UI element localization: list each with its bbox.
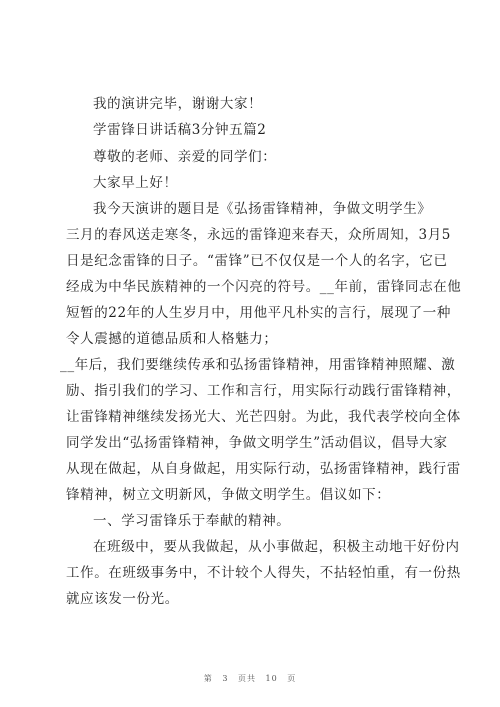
text-line: 三月的春风送走寒冬，永远的雷锋迎来春天，众所周知，3月5 xyxy=(66,227,451,243)
page-label-suffix: 页 xyxy=(287,674,297,683)
page-footer xyxy=(0,673,500,684)
page-label-of: 页共 xyxy=(237,674,256,683)
text-line: 让雷锋精神继续发扬光大、光芒四射。为此，我代表学校向全体 xyxy=(66,409,461,425)
section-heading: 一、学习雷锋乐于奉献的精神。 xyxy=(93,513,291,529)
text-line: 从现在做起，从自身做起，用实际行动，弘扬雷锋精神，践行雷 xyxy=(66,461,461,477)
text-line: 在班级中，要从我做起，从小事做起，积极主动地干好份内 xyxy=(93,539,460,555)
salutation-line: 尊敬的老师、亲爱的同学们： xyxy=(93,149,277,165)
text-line: 短暂的22年的人生岁月中，用他平凡朴实的言行，展现了一种 xyxy=(66,305,451,321)
greeting-line: 大家早上好！ xyxy=(93,175,178,191)
text-line: 我今天演讲的题目是《弘扬雷锋精神，争做文明学生》 xyxy=(93,201,432,217)
text-line: 我的演讲完毕，谢谢大家！ xyxy=(93,96,263,112)
text-line: 日是纪念雷锋的日子。“雷锋”已不仅仅是一个人的名字，它已 xyxy=(66,253,448,269)
text-line: 令人震撼的道德品质和人格魅力； xyxy=(66,331,278,347)
heading-line: 学雷锋日讲话稿3分钟五篇2 xyxy=(93,122,267,138)
text-line: 经成为中华民族精神的一个闪亮的符号。__年前，雷锋同志在他 xyxy=(66,279,462,295)
text-line: 同学发出“弘扬雷锋精神，争做文明学生”活动倡议，倡导大家 xyxy=(66,435,448,451)
text-line: 锋精神，树立文明新风，争做文明学生。倡议如下： xyxy=(66,487,391,503)
page-label-prefix: 第 xyxy=(203,674,213,683)
text-line: __年后，我们要继续传承和弘扬雷锋精神，用雷锋精神照耀、激 xyxy=(60,357,456,373)
total-pages-number: 10 xyxy=(265,674,278,683)
text-line: 就应该发一份光。 xyxy=(66,591,179,607)
text-line: 励、指引我们的学习、工作和言行，用实际行动践行雷锋精神， xyxy=(66,383,461,399)
text-line: 工作。在班级事务中，不计较个人得失，不拈轻怕重，有一份热 xyxy=(66,565,461,581)
current-page-number: 3 xyxy=(222,674,229,683)
